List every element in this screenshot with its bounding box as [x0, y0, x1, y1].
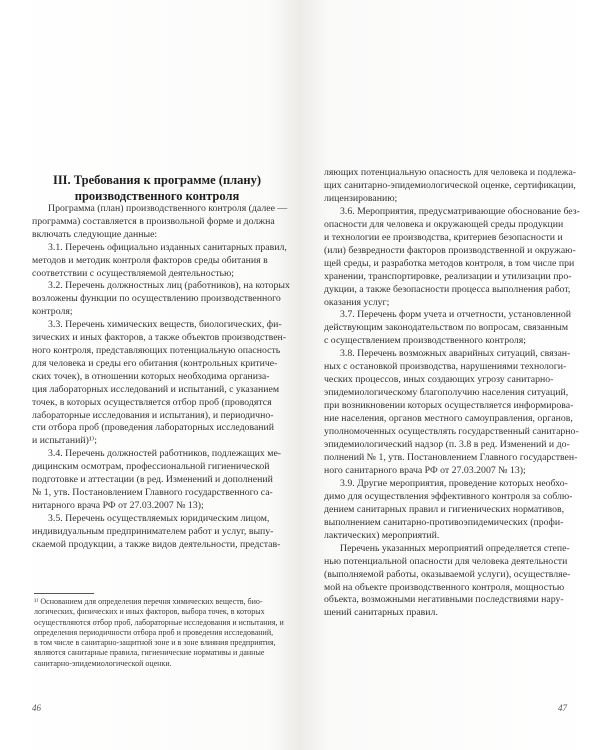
section-heading — [22, 172, 292, 204]
heading-line: производственного контроля — [74, 189, 240, 203]
text-line: нитарного врача РФ от 27.03.2007 № 13); — [32, 499, 204, 511]
text-line: 3.9. Другие мероприятия, проведение которых необхо- — [340, 477, 568, 489]
text-line: 3.2. Перечень должностных лиц (работников), на которых — [48, 280, 290, 292]
text-line: ческих процессов, иных создающих угрозу санитарно- — [324, 374, 554, 386]
text-line: для человека и среды его обитания (контрольных критиче- — [32, 357, 278, 369]
text-line: программа) составляется в произвольной форме и должна — [32, 215, 275, 227]
text-line: 3.1. Перечень официально изданных санитарных правил, — [48, 241, 287, 253]
text-line: нью потенциальной опасности для человека деятельности — [324, 555, 568, 567]
text-line: ция лабораторных исследований и испытаний, с указанием — [32, 383, 280, 395]
right-page-body — [324, 167, 580, 620]
text-line: № 1, утв. Постановлением Главного государственного са- — [32, 486, 273, 498]
text-line: дицинским осмотрам, профессиональной гигиенической — [32, 461, 270, 473]
footnote-line: ¹⁾ Основанием для определения перечня химических веществ, био- — [34, 597, 263, 606]
text-line: 3.8. Перечень возможных аварийных ситуаций, связан- — [340, 348, 571, 360]
text-line: хранении, транспортировке, реализации и утилизации про- — [324, 270, 572, 282]
text-line: мой на объекте производственного контроля, мощностью — [324, 581, 565, 593]
text-line: точек, в которых осуществляется отбор проб (проводятся — [32, 396, 272, 408]
text-line: 3.5. Перечень осуществляемых юридическим лицом, — [48, 512, 270, 524]
text-line: опасности для человека и окружающей среды продукции — [324, 218, 564, 230]
text-line: щих санитарно-эпидемиологической оценке, сертификации, — [324, 179, 576, 191]
footnote-line: в том числе в санитарно-защитной зоне и в зоне влияния предприятия, — [34, 638, 276, 648]
text-line: и технологии ее производства, критериев безопасности и — [324, 231, 563, 243]
text-line: дукции, а также безопасности процесса выполнения работ, — [324, 283, 571, 295]
footnote-line: санитарно-эпидемиологической оценки. — [34, 658, 172, 668]
text-line: ного санитарного врача РФ от 27.03.2007 № 13); — [324, 464, 526, 476]
text-line: возложены функции по осуществлению производственного — [32, 293, 281, 305]
text-line: подготовке и аттестации (в ред. Изменений и дополнений — [32, 474, 273, 486]
text-line: эпидемиологическому благополучию населения ситуаций, — [324, 387, 569, 399]
text-line: (или) безвредности факторов производственной и окружаю- — [324, 244, 576, 256]
text-line: ного контроля, представляющих потенциальную опасность — [32, 344, 281, 356]
left-page-body — [32, 203, 290, 551]
text-line: и испытаний)¹⁾; — [32, 435, 97, 447]
text-line: включать следующие данные: — [32, 228, 158, 240]
text-line: действующим законодательством по вопросам, связанным — [324, 322, 569, 334]
text-line: контроля; — [32, 306, 73, 318]
text-line: сти отбора проб (проведения лабораторных исследований — [32, 422, 275, 434]
text-line: методов и методик контроля факторов среды обитания в — [32, 254, 268, 266]
text-line: скаемой продукции, а также видов деятельности, представ- — [32, 538, 281, 550]
text-line: (выполняемой работы, оказываемой услуги), осуществляе- — [324, 568, 571, 580]
text-line: ских точек), в отношении которых необходима организа- — [32, 370, 270, 382]
text-line: 3.7. Перечень форм учета и отчетности, установленной — [340, 309, 571, 321]
text-line: лабораторные исследования и испытания), и периодично- — [32, 409, 274, 421]
text-line: шений санитарных правил. — [324, 607, 438, 619]
text-line: зических и иных факторов, а также объектов производствен- — [32, 332, 287, 344]
footnote-line: осуществляются отбор проб, лабораторные исследования и испытания, и — [34, 617, 284, 627]
footnote-rule — [34, 593, 94, 594]
text-line: эпидемиологический надзор (п. 3.8 в ред. Изменений и до- — [324, 439, 570, 451]
text-line: полнений № 1, утв. Постановлением Главного государствен- — [324, 451, 578, 463]
footnote-line: логических, физических и иных факторов, выбора точек, в которых — [34, 607, 265, 617]
footnote — [34, 597, 294, 669]
text-line: лактических) мероприятий. — [324, 529, 440, 541]
heading-line: III. Требования к программе (плану) — [52, 173, 262, 187]
page-number-left: 46 — [32, 703, 41, 713]
text-line: при возникновении которых осуществляется информирова- — [324, 400, 574, 412]
page-number-right: 47 — [558, 703, 567, 713]
text-line: соответствии с осуществляемой деятельностью; — [32, 267, 235, 279]
text-line: объекта, возможными негативными последствиями нару- — [324, 594, 564, 606]
text-line: дением санитарных правил и гигиенических нормативов, — [324, 503, 565, 515]
text-line: щей среды, и разработка методов контроля, в том числе при — [324, 257, 575, 269]
text-line: ние населения, органов местного самоуправления, органов, — [324, 413, 573, 425]
footnote-line: определения периодичности отбора проб и проведения исследований, — [34, 627, 274, 637]
footnote-line: являются санитарные правила, гигиенические нормативы и данные — [34, 648, 265, 658]
text-line: 3.4. Перечень должностей работников, подлежащих ме- — [48, 448, 282, 460]
text-line: димо для осуществления эффективного контроля за соблю- — [324, 490, 573, 502]
text-line: ных с остановкой производства, нарушениями технологи- — [324, 361, 567, 373]
text-line: с осуществлением производственного контроля; — [324, 335, 526, 347]
text-line: ляющих потенциальную опасность для человека и подлежа- — [324, 167, 577, 178]
text-line: лицензированию; — [324, 192, 398, 204]
text-line: Программа (план) производственного контроля (далее — — [48, 203, 288, 214]
text-line: Перечень указанных мероприятий определяется степе- — [340, 542, 570, 554]
text-line: 3.3. Перечень химических веществ, биологических, фи- — [48, 319, 282, 331]
text-line: индивидуальным предпринимателем работ и услуг, выпу- — [32, 525, 274, 537]
text-line: выполнением санитарно-противоэпидемических (профи- — [324, 516, 564, 528]
text-line: уполномоченных осуществлять государственный санитарно- — [324, 426, 579, 438]
text-line: оказания услуг; — [324, 296, 390, 308]
text-line: 3.6. Мероприятия, предусматривающие обоснование без- — [340, 205, 580, 217]
